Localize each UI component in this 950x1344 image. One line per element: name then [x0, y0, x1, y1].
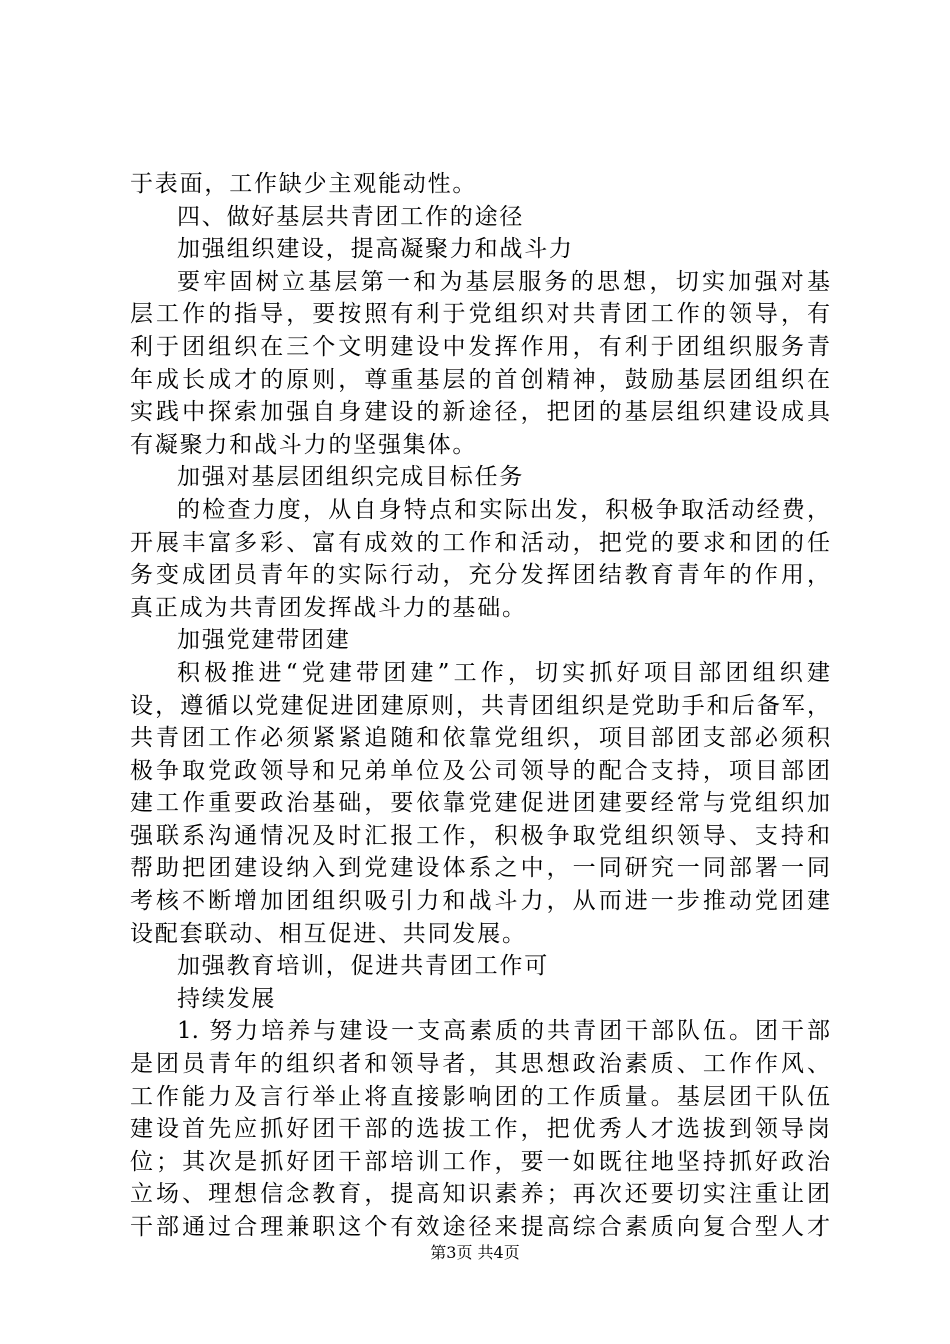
- text-line: 于表面，工作缺少主观能动性。: [130, 171, 478, 197]
- text-line: 共青团工作必须紧紧追随和依靠党组织，项目部团支部必须积: [130, 725, 830, 752]
- text-line: 真正成为共青团发挥战斗力的基础。: [130, 594, 527, 621]
- text-line: 设配套联动、相互促进、共同发展。: [130, 920, 527, 947]
- text-line: 设，遵循以党建促进团建原则，共青团组织是党助手和后备军，: [130, 692, 830, 719]
- text-line: 加强教育培训，促进共青团工作可: [177, 953, 549, 980]
- text-line: 实践中探索加强自身建设的新途径，把团的基层组织建设成具: [130, 399, 830, 426]
- text-line: 积极推进“党建带团建”工作，切实抓好项目部团组织建: [177, 659, 830, 686]
- text-line: 干部通过合理兼职这个有效途径来提高综合素质向复合型人才: [130, 1214, 830, 1240]
- text-line: 有凝聚力和战斗力的坚强集体。: [130, 431, 478, 458]
- text-line: 帮助把团建设纳入到党建设体系之中，一同研究一同部署一同: [130, 855, 830, 882]
- text-line: 强联系沟通情况及时汇报工作，积极争取党组织领导、支持和: [130, 822, 830, 849]
- text-line: 工作能力及言行举止将直接影响团的工作质量。基层团干队伍: [130, 1083, 830, 1110]
- text-line: 极争取党政领导和兄弟单位及公司领导的配合支持，项目部团: [130, 757, 830, 784]
- text-line: 务变成团员青年的实际行动，充分发挥团结教育青年的作用，: [130, 562, 830, 589]
- text-line: 层工作的指导，要按照有利于党组织对共青团工作的领导，有: [130, 301, 830, 328]
- text-line: 1. 努力培养与建设一支高素质的共青团干部队伍。团干部: [177, 1018, 830, 1045]
- text-line: 加强对基层团组织完成目标任务: [177, 464, 525, 491]
- text-line: 考核不断增加团组织吸引力和战斗力，从而进一步推动党团建: [130, 888, 830, 915]
- text-line: 四、做好基层共青团工作的途径: [177, 203, 525, 230]
- text-line: 持续发展: [177, 985, 277, 1012]
- text-line: 的检查力度，从自身特点和实际出发，积极争取活动经费，: [177, 496, 830, 523]
- text-line: 年成长成才的原则，尊重基层的首创精神，鼓励基层团组织在: [130, 366, 830, 393]
- text-line: 利于团组织在三个文明建设中发挥作用，有利于团组织服务青: [130, 333, 830, 360]
- text-line: 建工作重要政治基础，要依靠党建促进团建要经常与党组织加: [130, 790, 830, 817]
- text-line: 加强党建带团建: [177, 627, 351, 654]
- text-line: 立场、理想信念教育，提高知识素养；再次还要切实注重让团: [130, 1181, 830, 1208]
- text-line: 位；其次是抓好团干部培训工作，要一如既往地坚持抓好政治: [130, 1148, 830, 1175]
- document-body: [130, 168, 830, 1244]
- text-line: 加强组织建设，提高凝聚力和战斗力: [177, 236, 574, 263]
- text-line: 建设首先应抓好团干部的选拔工作，把优秀人才选拔到领导岗: [130, 1116, 830, 1143]
- text-line: 是团员青年的组织者和领导者，其思想政治素质、工作作风、: [130, 1051, 830, 1078]
- page-footer: 第3页 共4页: [430, 1243, 520, 1262]
- text-line: 开展丰富多彩、富有成效的工作和活动，把党的要求和团的任: [130, 529, 830, 556]
- text-line: 要牢固树立基层第一和为基层服务的思想，切实加强对基: [177, 268, 830, 295]
